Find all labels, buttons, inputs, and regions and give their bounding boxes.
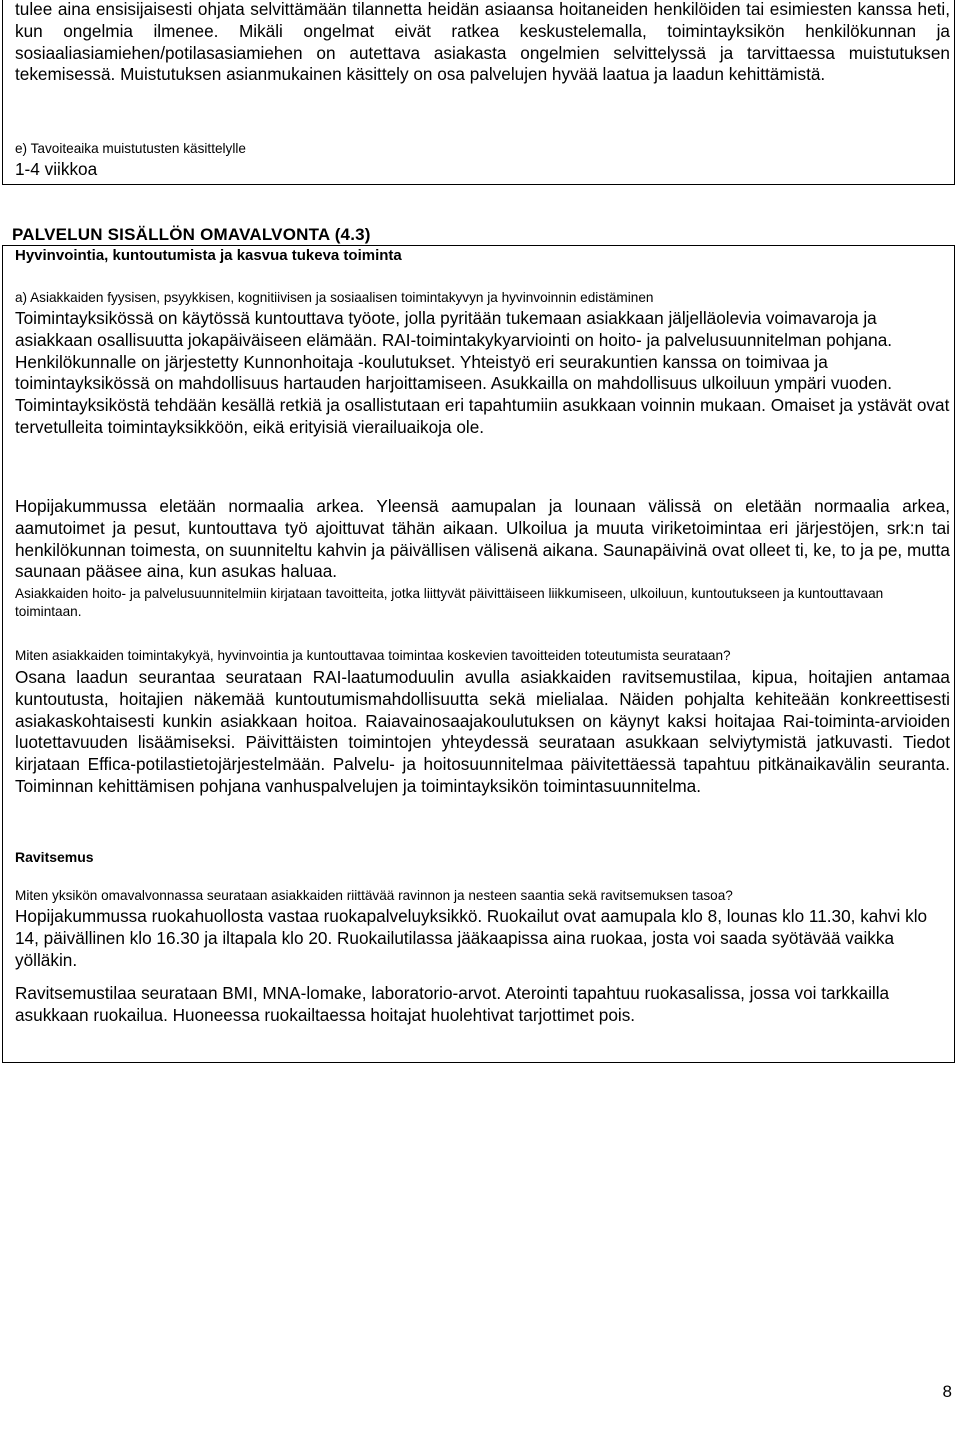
nutrition-heading-text: Ravitsemus xyxy=(15,849,94,865)
question-e xyxy=(15,140,950,158)
main-section-box xyxy=(2,245,955,1063)
question2-text: Miten asiakkaiden toimintakykyä, hyvinvointia ja kuntouttavaa toimintaa koskevien tavoitteiden toteutumista seurataan? xyxy=(15,648,731,663)
question-a xyxy=(15,289,950,307)
para1-text: Toimintayksikössä on käytössä kuntouttava työote, jolla pyritään tukemaan asiakkaan jäljelläolevia voimavaroja ja asiakkaan osallisuutta jokapäiväiseen elämään. RAI-toimintakykyarviointi on hoito- ja palvelusuunnitelman pohjana. Henkilökunnalle on järjestetty Kunnonhoitaja -koulutukset. Yhteistyö eri seurakuntien kanssa on toimivaa ja toimintayksikössä on mahdollisuus hartauden harjoittamiseen. Asukkailla on mahdollisuus ulkoiluun ympäri vuoden. Toimintayksiköstä tehdään kesällä retkiä ja osallistutaan eri tapahtumiin asukkaan voinnin mukaan. Omaiset ja ystävät ovat tervetulleita toimintayksikköön, eikä erityisiä vierailuaikoja ole. xyxy=(15,308,950,437)
question-monitoring xyxy=(15,647,950,665)
nutrition-heading xyxy=(15,848,950,866)
page-number: 8 xyxy=(942,1382,952,1401)
answer-e xyxy=(15,159,950,181)
daily-life-paragraph xyxy=(15,496,950,583)
question3-text: Miten yksikön omavalvonnassa seurataan asiakkaiden riittävää ravinnon ja nesteen saantia sekä ravitsemuksen tasoa? xyxy=(15,888,733,903)
meals-paragraph xyxy=(15,906,950,971)
para4-text: Hopijakummussa ruokahuollosta vastaa ruokapalveluyksikkö. Ruokailut ovat aamupala klo 8, lounas klo 11.30, kahvi klo 14, päivällinen klo 16.30 ja iltapala klo 20. Ruokailutilassa jääkaapissa aina ruokaa, josta voi saada syötävää vaikka yölläkin. xyxy=(15,906,928,970)
section-subtitle-text: Hyvinvointia, kuntoutumista ja kasvua tukeva toiminta xyxy=(15,247,402,264)
functional-ability-paragraph xyxy=(15,308,950,439)
complaint-paragraph xyxy=(15,0,950,86)
section-subtitle xyxy=(15,247,950,265)
para2-text: Hopijakummussa eletään normaalia arkea. Yleensä aamupalan ja lounaan välissä on eletään normaalia arkea, aamutoimet ja pesut, kuntouttava työ ajoittuvat tähän aikaan. Ulkoilua ja muuta viriketoimintaa eri järjestöjen, srk:n tai henkilökunnan toimesta, on suunniteltu kahvin ja päivällisen välisenä aikana. Saunapäivinä ovat olleet ti, ke, to ja pe, mutta saunaan pääsee aina, kun asukas haluaa. xyxy=(15,496,950,582)
paragraph-text: tulee aina ensisijaisesti ohjata selvittämään tilannetta heidän asiaansa hoitaneiden henkilöiden tai esimiesten kanssa heti, kun ongelmia ilmenee. Mikäli ongelmat eivät ratkea keskustelemalla, toimintayksikön henkilökunnan ja sosiaaliasiamiehen/potilasasiamiehen on autettava asiakasta ongelmien selvittelyssä ja tarvittaessa muistutuksen tekemisessä. Muistutuksen asianmukainen käsittely on osa palvelujen hyvää laatua ja laadun kehittämistä. xyxy=(15,0,950,85)
para3-text: Osana laadun seurantaa seurataan RAI-laatumoduulin avulla asiakkaiden ravitsemustilaa, kipua, hoitajien antamaa kuntoutusta, hoitajien näkemää kuntoutumismahdollisuutta sekä mielialaa. Näiden pohjalta kehiteään konkreettisesti asiakaskohtaisesti kunkin asiakkaan hoitoa. Raiavainosaajakoulutuksen on käynyt kaksi hoitajaa Rai-toiminta-arvioiden luotettavuuden lisäämiseksi. Päivittäisten toimintojen yhteydessä seurataan asukkaan selviytymistä jatkuvasti. Tiedot kirjataan Effica-potilastietojärjestelmään. Palvelu- ja hoitosuunnitelmaa päivitettäessä tapahtuu pitkänaikavälin seuranta. Toiminnan kehittämisen pohjana vanhuspalvelujen ja toimintayksikön toimintasuunnitelma. xyxy=(15,667,950,796)
monitoring-paragraph xyxy=(15,667,950,798)
answer-e-text: 1-4 viikkoa xyxy=(15,159,98,179)
para5-text: Ravitsemustilaa seurataan BMI, MNA-lomake, laboratorio-arvot. Aterointi tapahtuu ruokasalissa, jossa voi tarkkailla asukkaan ruokailua. Huoneessa ruokailtaessa hoitajat huolehtivat tarjottimet pois. xyxy=(15,983,890,1025)
section-title: PALVELUN SISÄLLÖN OMAVALVONTA (4.3) xyxy=(12,225,371,244)
question-nutrition xyxy=(15,887,950,905)
care-plan-note xyxy=(15,585,950,621)
question-e-text: e) Tavoiteaika muistutusten käsittelylle xyxy=(15,141,246,156)
top-section-box xyxy=(2,0,955,185)
question-a-text: a) Asiakkaiden fyysisen, psyykkisen, kognitiivisen ja sosiaalisen toimintakyvyn ja hyvinvoinnin edistäminen xyxy=(15,290,654,305)
note1-text: Asiakkaiden hoito- ja palvelusuunnitelmiin kirjataan tavoitteita, jotka liittyvät päivittäiseen liikkumiseen, ulkoiluun, kuntoutukseen ja kuntouttavaan toimintaan. xyxy=(15,586,884,619)
nutrition-monitoring-paragraph xyxy=(15,983,950,1027)
